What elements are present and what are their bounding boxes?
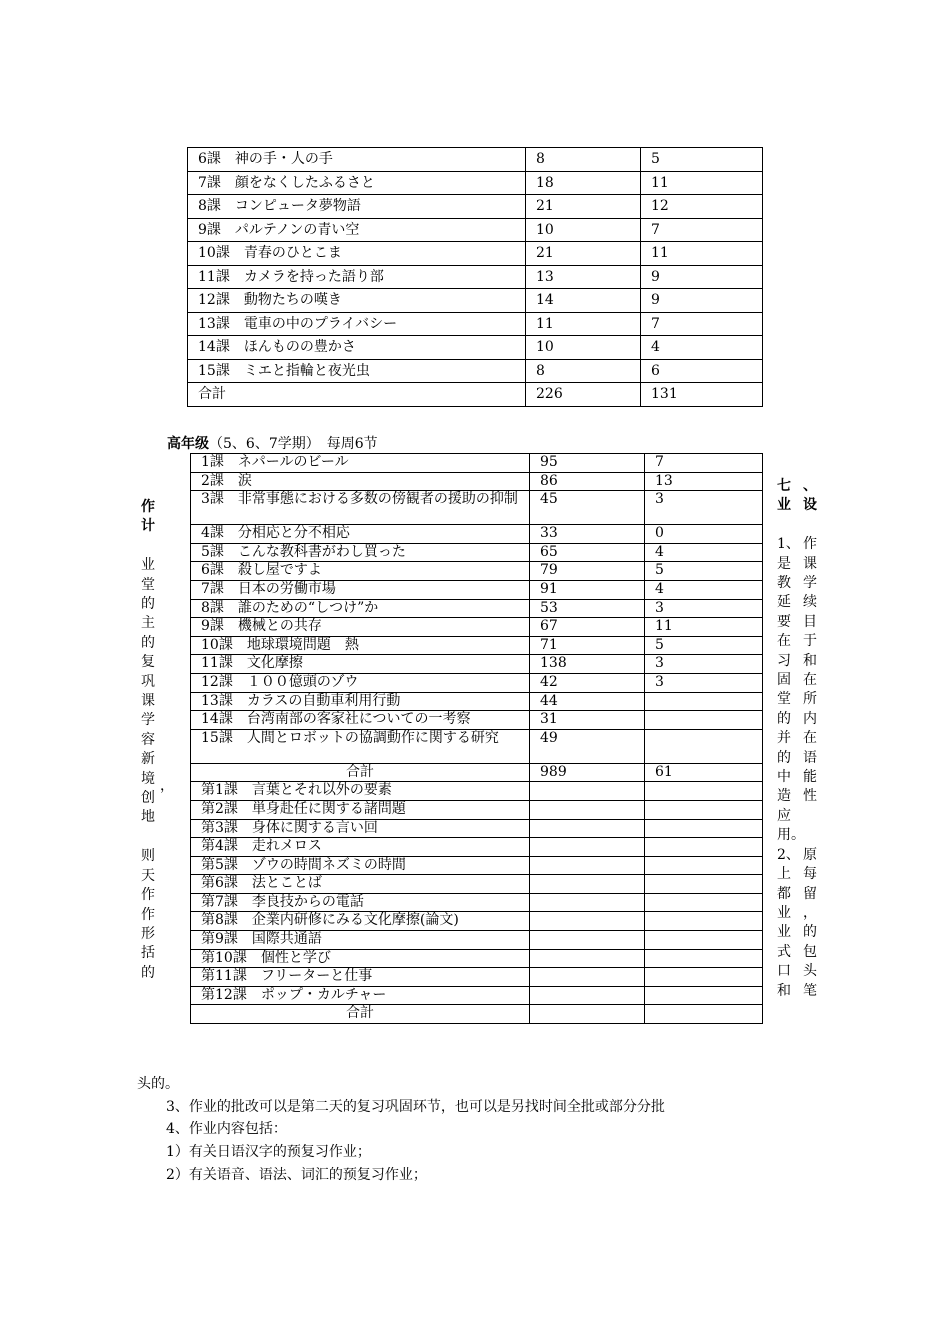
- count-a-cell: [530, 838, 645, 857]
- lesson-cell: 15課 人間とロボットの協調動作に関する研究: [191, 729, 530, 763]
- count-a-cell: [530, 986, 645, 1005]
- count-b-cell: [645, 692, 763, 711]
- lesson-cell: 6課 殺し屋ですよ: [191, 562, 530, 581]
- count-b-cell: 7: [641, 312, 763, 336]
- table-row: [191, 525, 763, 544]
- table-row: [191, 856, 763, 875]
- right-heading-row: [777, 496, 817, 515]
- right-body-char: 原: [803, 846, 817, 863]
- lesson-cell: 第2課 単身赴任に関する諸問題: [191, 800, 530, 819]
- count-a-cell: 13: [526, 265, 641, 289]
- lesson-cell: 6課 神の手・人の手: [188, 148, 526, 172]
- lesson-cell: 第4課 走れメロス: [191, 838, 530, 857]
- table-row: [188, 265, 763, 289]
- count-b-cell: 9: [641, 289, 763, 313]
- right-body-char: 的: [777, 710, 791, 727]
- table-row: [191, 763, 763, 782]
- count-b-cell: [645, 986, 763, 1005]
- count-b-cell: [645, 729, 763, 763]
- right-body-row: [777, 555, 817, 574]
- count-b-cell: 3: [645, 599, 763, 618]
- table-row: [191, 543, 763, 562]
- count-a-cell: [530, 875, 645, 894]
- left-body-char: 括: [141, 945, 155, 962]
- count-a-cell: 86: [530, 472, 645, 491]
- table-row: [188, 148, 763, 172]
- right-heading-char: 设: [803, 497, 817, 514]
- lesson-cell: 12課 動物たちの嘆き: [188, 289, 526, 313]
- right-body-char: 在: [803, 672, 817, 689]
- count-b-cell: 3: [645, 491, 763, 525]
- table-row: [191, 491, 763, 525]
- lesson-cell: 8課 コンピュータ夢物語: [188, 195, 526, 219]
- table-row: [188, 383, 763, 407]
- count-b-cell: [645, 838, 763, 857]
- count-b-cell: 9: [641, 265, 763, 289]
- right-body-row: [777, 632, 817, 651]
- table-row: [191, 472, 763, 491]
- table-row: [191, 692, 763, 711]
- right-body-row: [777, 807, 817, 846]
- count-b-cell: [645, 912, 763, 931]
- lesson-table-intermediate: [187, 147, 763, 407]
- count-a-cell: 10: [526, 218, 641, 242]
- count-a-cell: [530, 800, 645, 819]
- lesson-cell: 合計: [188, 383, 526, 407]
- lesson-cell: 10課 青春のひとこま: [188, 242, 526, 266]
- lesson-cell: 7課 顔をなくしたふるさと: [188, 171, 526, 195]
- count-b-cell: 5: [641, 148, 763, 172]
- paragraph-3: 3、作业的批改可以是第二天的复习巩固环节，也可以是另找时间全批或部分分批: [166, 1099, 665, 1115]
- lesson-cell: 8課 誰のための“しつけ”か: [191, 599, 530, 618]
- table-row: [191, 1005, 763, 1024]
- lesson-cell: 9課 パルテノンの青い空: [188, 218, 526, 242]
- paragraph-4-2: 2）有关语音、语法、词汇的预复习作业；: [166, 1167, 427, 1183]
- lesson-cell: 第12課 ポップ・カルチャー: [191, 986, 530, 1005]
- right-heading-char: 、: [803, 478, 817, 494]
- count-a-cell: 11: [526, 312, 641, 336]
- left-body-char: 容: [141, 731, 155, 748]
- count-b-cell: 7: [641, 218, 763, 242]
- lesson-cell: 15課 ミエと指輪と夜光虫: [188, 359, 526, 383]
- right-body-row: [777, 613, 817, 632]
- right-body-char: 的: [803, 924, 817, 941]
- count-a-cell: 989: [530, 763, 645, 782]
- right-body-char: 的: [777, 749, 791, 766]
- count-b-cell: 12: [641, 195, 763, 219]
- right-body-row: [777, 768, 817, 787]
- count-a-cell: 49: [530, 729, 645, 763]
- right-body-char: 续: [803, 594, 817, 611]
- right-body-char: 能: [803, 769, 817, 786]
- count-b-cell: 4: [645, 543, 763, 562]
- right-body-row: [777, 671, 817, 690]
- lesson-cell: 11課 文化摩擦: [191, 655, 530, 674]
- right-body-char: 和: [803, 652, 817, 669]
- right-body-char: 和: [777, 982, 791, 999]
- right-body-char: 都: [777, 885, 791, 902]
- count-a-cell: 8: [526, 359, 641, 383]
- left-body-char: 学: [141, 712, 155, 729]
- table-row: [191, 800, 763, 819]
- count-a-cell: 138: [530, 655, 645, 674]
- right-body-row: [777, 535, 817, 554]
- table-row: [191, 968, 763, 987]
- count-a-cell: 65: [530, 543, 645, 562]
- table-row: [191, 782, 763, 801]
- lesson-cell: 第7課 李良技からの電話: [191, 893, 530, 912]
- table-row: [188, 336, 763, 360]
- left-body-char: 境: [141, 770, 155, 787]
- right-body-row: [777, 923, 817, 942]
- count-b-cell: 61: [645, 763, 763, 782]
- right-body-row: [777, 652, 817, 671]
- count-a-cell: 10: [526, 336, 641, 360]
- section-heading: [167, 433, 378, 453]
- count-a-cell: [530, 893, 645, 912]
- right-body-row: [777, 943, 817, 962]
- table-row: [191, 599, 763, 618]
- right-body-char: 每: [803, 866, 817, 883]
- table-row: [191, 673, 763, 692]
- table-row: [191, 711, 763, 730]
- left-body-char: 作: [141, 906, 155, 923]
- count-b-cell: [645, 949, 763, 968]
- count-b-cell: 5: [645, 562, 763, 581]
- count-a-cell: [530, 912, 645, 931]
- table-row: [191, 912, 763, 931]
- count-a-cell: [530, 949, 645, 968]
- table-row: [188, 359, 763, 383]
- right-body-char: 中: [777, 769, 791, 786]
- right-body-char: 所: [803, 691, 817, 708]
- right-body-row: [777, 710, 817, 729]
- right-body-char: 习: [777, 652, 791, 669]
- right-body-row: [777, 574, 817, 593]
- count-b-cell: 13: [645, 472, 763, 491]
- lesson-cell: 第10課 個性と学び: [191, 949, 530, 968]
- right-body-char: 1、: [777, 536, 800, 553]
- table-row: [191, 893, 763, 912]
- lesson-cell: 第3課 身体に関する言い回: [191, 819, 530, 838]
- left-body-char: 主: [141, 615, 155, 632]
- table-row: [188, 218, 763, 242]
- count-a-cell: 71: [530, 636, 645, 655]
- right-body-row: [777, 904, 817, 923]
- right-body-char: 包: [803, 943, 817, 960]
- count-a-cell: [530, 856, 645, 875]
- lesson-table-advanced: [190, 453, 763, 1024]
- lesson-cell: 合計: [191, 1005, 530, 1024]
- right-body-row: [777, 593, 817, 612]
- lesson-cell: 12課 １００億頭のゾウ: [191, 673, 530, 692]
- lesson-cell: 7課 日本の労働市場: [191, 580, 530, 599]
- section-title: 高年级: [167, 436, 209, 452]
- right-body-row: [777, 729, 817, 748]
- right-body-row: [777, 690, 817, 709]
- table-row: [191, 636, 763, 655]
- count-a-cell: 21: [526, 195, 641, 219]
- right-body-char: 堂: [777, 691, 791, 708]
- right-heading-char: 业: [777, 497, 791, 514]
- count-b-cell: [645, 968, 763, 987]
- count-a-cell: [530, 1005, 645, 1024]
- left-body-char: 的: [141, 596, 155, 613]
- table-row: [188, 312, 763, 336]
- right-body-char: 口: [777, 963, 791, 980]
- right-body-char: 要: [777, 613, 791, 630]
- count-a-cell: 8: [526, 148, 641, 172]
- right-body-char: 应用。: [777, 807, 805, 844]
- right-body-row: [777, 865, 817, 884]
- left-body-char: 业: [141, 557, 155, 574]
- lesson-cell: 4課 分相応と分不相応: [191, 525, 530, 544]
- right-body-char: 头: [803, 963, 817, 980]
- count-b-cell: 3: [645, 655, 763, 674]
- count-a-cell: [530, 968, 645, 987]
- left-body-char: 的: [141, 634, 155, 651]
- count-b-cell: 4: [641, 336, 763, 360]
- table-row: [191, 986, 763, 1005]
- table-row: [191, 875, 763, 894]
- count-b-cell: 0: [645, 525, 763, 544]
- left-body-char: 复: [141, 654, 155, 671]
- left-text-end: 头的。: [137, 1076, 179, 1092]
- right-body-char: 于: [803, 633, 817, 650]
- left-heading-char: 作: [141, 499, 155, 515]
- left-body-char: 堂: [141, 576, 155, 593]
- count-b-cell: 11: [641, 242, 763, 266]
- count-a-cell: [530, 819, 645, 838]
- table-row: [188, 171, 763, 195]
- left-body-char: [137, 828, 159, 847]
- count-a-cell: 79: [530, 562, 645, 581]
- right-body-char: 并: [777, 730, 791, 747]
- left-heading-char: 计: [141, 518, 155, 535]
- lesson-cell: 第1課 言葉とそれ以外の要素: [191, 782, 530, 801]
- paragraph-4: 4、作业内容包括：: [166, 1121, 287, 1137]
- lesson-cell: 3課 非常事態における多数の傍観者の援助の抑制: [191, 491, 530, 525]
- right-body-char: 式: [777, 943, 791, 960]
- lesson-cell: 5課 こんな教科書がわし買った: [191, 543, 530, 562]
- right-body-row: [777, 962, 817, 981]
- right-body-row: [777, 885, 817, 904]
- table-row: [191, 655, 763, 674]
- right-body-char: 教: [777, 575, 791, 592]
- lesson-cell: 1課 ネパールのビール: [191, 454, 530, 473]
- count-a-cell: 91: [530, 580, 645, 599]
- count-a-cell: 21: [526, 242, 641, 266]
- lesson-cell: 13課 カラスの自動車利用行動: [191, 692, 530, 711]
- count-a-cell: 31: [530, 711, 645, 730]
- table-row: [191, 580, 763, 599]
- count-b-cell: [645, 819, 763, 838]
- count-b-cell: [645, 931, 763, 950]
- left-body-char: 则: [141, 848, 155, 865]
- right-body-char: 留: [803, 885, 817, 902]
- table-row: [191, 838, 763, 857]
- count-a-cell: 95: [530, 454, 645, 473]
- right-body-char: 作: [803, 536, 817, 553]
- section-detail: （5、6、7学期） 每周6节: [209, 436, 378, 452]
- count-b-cell: 6: [641, 359, 763, 383]
- right-heading-row: [777, 477, 817, 496]
- right-body-char: ，: [803, 904, 817, 921]
- count-a-cell: 14: [526, 289, 641, 313]
- right-body-char: 性: [803, 788, 817, 805]
- table-row: [191, 931, 763, 950]
- left-body-char: 地: [141, 809, 155, 826]
- count-b-cell: 4: [645, 580, 763, 599]
- table-row: [191, 454, 763, 473]
- right-heading-char: 七: [777, 478, 791, 494]
- right-body-char: 笔: [803, 982, 817, 999]
- table-row: [191, 729, 763, 763]
- count-b-cell: 5: [645, 636, 763, 655]
- count-b-cell: 11: [645, 618, 763, 637]
- left-body-char: 创: [141, 790, 155, 807]
- count-b-cell: [645, 856, 763, 875]
- count-b-cell: [645, 893, 763, 912]
- left-vertical-text: [137, 498, 159, 983]
- count-b-cell: [645, 711, 763, 730]
- left-body-char: 形: [141, 925, 155, 942]
- count-a-cell: 42: [530, 673, 645, 692]
- table-row: [188, 289, 763, 313]
- lesson-cell: 10課 地球環境問題 熱: [191, 636, 530, 655]
- spacer: [137, 537, 159, 556]
- table-row: [191, 562, 763, 581]
- left-body-char: 新: [141, 751, 155, 768]
- right-body-char: 业: [777, 904, 791, 921]
- table-row: [191, 949, 763, 968]
- count-b-cell: [645, 800, 763, 819]
- count-b-cell: [645, 875, 763, 894]
- left-body-char: 作: [141, 887, 155, 904]
- right-body-char: 延: [777, 594, 791, 611]
- table-row: [188, 195, 763, 219]
- table-row: [191, 618, 763, 637]
- count-a-cell: 18: [526, 171, 641, 195]
- count-a-cell: 45: [530, 491, 645, 525]
- count-a-cell: 33: [530, 525, 645, 544]
- lesson-cell: 14課 台湾南部の客家社についての一考察: [191, 711, 530, 730]
- right-body-char: 2、: [777, 846, 800, 863]
- lesson-cell: 第6課 法とことば: [191, 875, 530, 894]
- right-body-row: [777, 982, 817, 1001]
- right-body-char: 是: [777, 555, 791, 572]
- right-vertical-text: [777, 477, 821, 1001]
- left-comma: ，: [160, 778, 174, 794]
- spacer: [777, 516, 821, 535]
- count-a-cell: [530, 782, 645, 801]
- right-body-char: 内: [803, 710, 817, 727]
- left-body-char: 巩: [141, 673, 155, 690]
- count-b-cell: [645, 782, 763, 801]
- right-body-char: 业: [777, 924, 791, 941]
- right-body-row: [777, 787, 817, 806]
- lesson-cell: 第5課 ゾウの時間ネズミの時間: [191, 856, 530, 875]
- count-a-cell: 44: [530, 692, 645, 711]
- lesson-cell: 14課 ほんものの豊かさ: [188, 336, 526, 360]
- left-body-char: 的: [141, 964, 155, 981]
- count-a-cell: 226: [526, 383, 641, 407]
- lesson-cell: 13課 電車の中のプライバシー: [188, 312, 526, 336]
- paragraph-4-1: 1）有关日语汉字的预复习作业；: [166, 1144, 371, 1160]
- right-body-char: 语: [803, 749, 817, 766]
- right-body-char: 课: [803, 555, 817, 572]
- count-a-cell: [530, 931, 645, 950]
- right-body-char: 在: [803, 730, 817, 747]
- count-b-cell: [645, 1005, 763, 1024]
- lesson-cell: 11課 カメラを持った語り部: [188, 265, 526, 289]
- lesson-cell: 第8課 企業内研修にみる文化摩擦(論文): [191, 912, 530, 931]
- lesson-cell: 合計: [191, 763, 530, 782]
- right-body-char: 在: [777, 633, 791, 650]
- lesson-cell: 9課 機械との共存: [191, 618, 530, 637]
- left-body-char: 课: [141, 693, 155, 710]
- count-b-cell: 3: [645, 673, 763, 692]
- lesson-cell: 2課 涙: [191, 472, 530, 491]
- right-body-char: 固: [777, 672, 791, 689]
- left-body-char: 天: [141, 867, 155, 884]
- count-b-cell: 131: [641, 383, 763, 407]
- right-body-row: [777, 749, 817, 768]
- count-b-cell: 11: [641, 171, 763, 195]
- count-a-cell: 53: [530, 599, 645, 618]
- right-body-char: 学: [803, 575, 817, 592]
- right-body-char: 目: [803, 613, 817, 630]
- count-b-cell: 7: [645, 454, 763, 473]
- right-body-char: 造: [777, 788, 791, 805]
- right-body-row: [777, 846, 817, 865]
- lesson-cell: 第9課 国際共通語: [191, 931, 530, 950]
- table-row: [191, 819, 763, 838]
- right-body-char: 上: [777, 866, 791, 883]
- count-a-cell: 67: [530, 618, 645, 637]
- table-row: [188, 242, 763, 266]
- lesson-cell: 第11課 フリーターと仕事: [191, 968, 530, 987]
